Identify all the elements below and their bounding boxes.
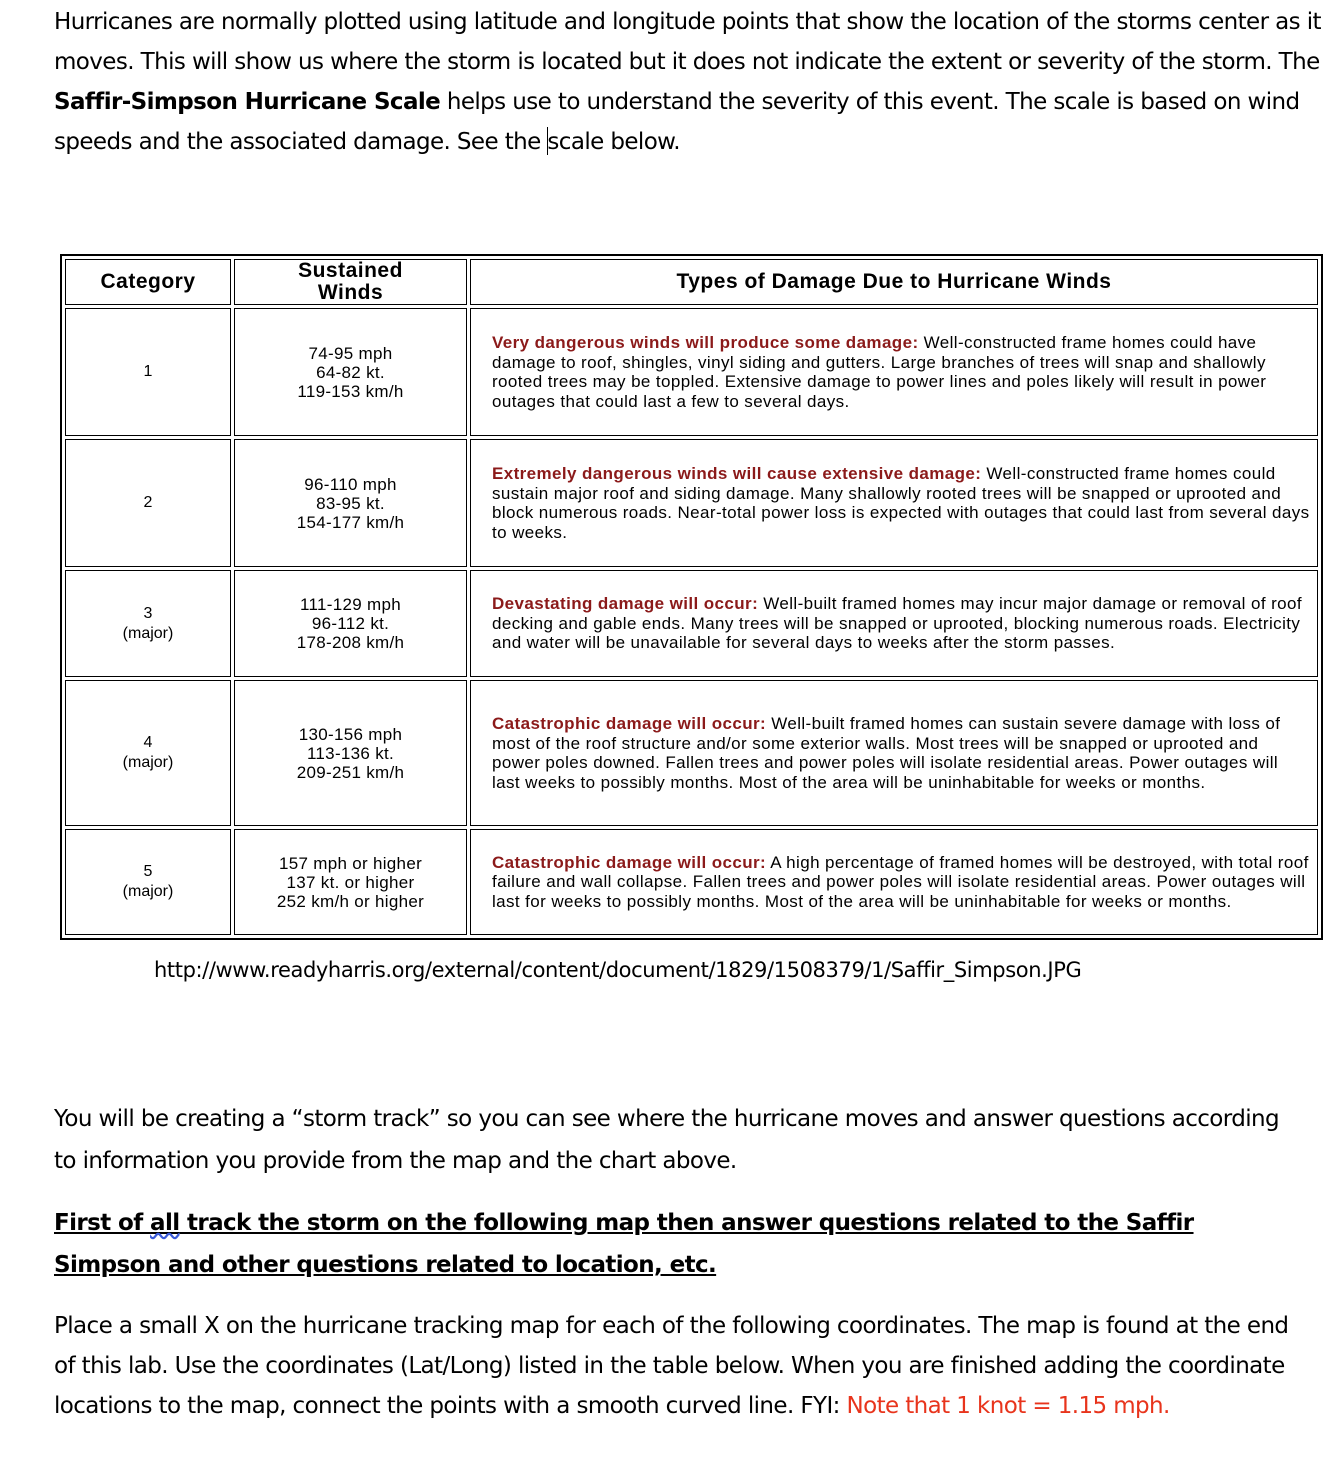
category-cell bbox=[65, 829, 231, 935]
category-number: 3 bbox=[143, 604, 153, 622]
category-cell bbox=[65, 570, 231, 677]
header-winds-line2: Winds bbox=[317, 281, 384, 304]
table-header-row bbox=[65, 259, 1318, 305]
winds-mph: 130-156 mph bbox=[298, 724, 403, 744]
first-instruction bbox=[54, 1202, 1294, 1286]
winds-cell bbox=[234, 829, 467, 935]
winds-cell bbox=[234, 680, 467, 826]
damage-text: A high percentage of framed homes will be destroyed, with total roof failure and wall collapse. Fallen trees and power poles will isolate residential areas. Power outages will last for weeks to possibly months. Most of the area will be uninhabitable for weeks or months. bbox=[492, 852, 1309, 911]
damage-lead: Catastrophic damage will occur: bbox=[492, 852, 767, 872]
winds-kmh: 209-251 km/h bbox=[296, 762, 405, 782]
header-winds-line1: Sustained bbox=[298, 259, 403, 282]
intro-paragraph bbox=[54, 2, 1330, 162]
category-cell bbox=[65, 439, 231, 567]
category-major: (major) bbox=[122, 883, 174, 900]
first-instruction-3: track the storm on the following map then answer questions related to the Saffir Simpson and other questions related to location, etc. bbox=[54, 1210, 1194, 1278]
intro-text-2: helps use to understand the severity of this event. The scale is based on wind speeds and the associated damage. See the bbox=[54, 89, 1300, 155]
winds-cell bbox=[234, 570, 467, 677]
damage-lead: Catastrophic damage will occur: bbox=[492, 714, 767, 733]
damage-lead: Very dangerous winds will produce some damage: bbox=[492, 333, 919, 352]
winds-mph: 111-129 mph bbox=[300, 595, 401, 614]
header-sustained-winds bbox=[234, 259, 467, 305]
place-x-paragraph bbox=[54, 1306, 1314, 1426]
category-number: 2 bbox=[143, 494, 153, 511]
damage-text: Well-built framed homes may incur major damage or removal of roof decking and gable ends. Many trees will be snapped or uprooted, blocking numerous roads. Electricity and water will be unavailable for several days to weeks after the storm passes. bbox=[492, 594, 1302, 653]
damage-cell bbox=[470, 570, 1318, 677]
winds-kt: 113-136 kt. bbox=[306, 743, 395, 763]
winds-mph: 157 mph or higher bbox=[278, 853, 423, 873]
winds-mph: 74-95 mph bbox=[308, 343, 393, 363]
damage-cell bbox=[470, 439, 1318, 567]
knot-note: Note that 1 knot = 1.15 mph. bbox=[846, 1393, 1170, 1419]
place-text: Place a small X on the hurricane tracking map for each of the following coordinates. The map is found at the end of this lab. Use the coordinates (Lat/Long) listed in the table below. When you are finished adding the coordinate locations to the map, connect the points with a smooth curved line. FYI: bbox=[54, 1313, 1289, 1419]
winds-kt: 96-112 kt. bbox=[311, 614, 390, 633]
intro-text-3: scale below. bbox=[547, 129, 680, 155]
winds-kmh: 154-177 km/h bbox=[296, 512, 405, 532]
table-row bbox=[65, 829, 1318, 935]
winds-kt: 64-82 kt. bbox=[316, 362, 385, 382]
damage-cell bbox=[470, 829, 1318, 935]
header-category: Category bbox=[65, 259, 231, 305]
damage-text: Well-constructed frame homes could sustain major roof and siding damage. Many shallowly rooted trees will be snapped or uprooted and block numerous roads. Near-total power loss is expected with outages that could last from several days to weeks. bbox=[492, 464, 1310, 542]
winds-cell bbox=[234, 439, 467, 567]
category-cell bbox=[65, 680, 231, 826]
intro-text-1: Hurricanes are normally plotted using latitude and longitude points that show the location of the storms center as it moves. This will show us where the storm is located but it does not indicate the extent or severity of the storm. The bbox=[54, 9, 1321, 75]
saffir-simpson-table bbox=[60, 254, 1323, 940]
winds-kt: 137 kt. or higher bbox=[286, 872, 415, 892]
category-major: (major) bbox=[122, 754, 174, 771]
damage-cell bbox=[470, 308, 1318, 436]
winds-kmh: 178-208 km/h bbox=[296, 633, 405, 652]
table-row bbox=[65, 308, 1318, 436]
source-url: http://www.readyharris.org/external/content/document/1829/1508379/1/Saffir_Simpson.JPG bbox=[154, 958, 1082, 982]
first-instruction-all: all bbox=[150, 1210, 180, 1236]
table-row bbox=[65, 439, 1318, 567]
storm-track-paragraph: You will be creating a “storm track” so you can see where the hurricane moves and answer questions according to information you provide from the map and the chart above. bbox=[54, 1106, 1279, 1174]
category-number: 5 bbox=[143, 863, 153, 880]
damage-cell bbox=[470, 680, 1318, 826]
category-number: 4 bbox=[143, 734, 153, 751]
scale-name: Saffir-Simpson Hurricane Scale bbox=[54, 89, 441, 115]
winds-kmh: 252 km/h or higher bbox=[276, 891, 425, 911]
winds-mph: 96-110 mph bbox=[304, 474, 397, 494]
header-damage: Types of Damage Due to Hurricane Winds bbox=[470, 259, 1318, 305]
winds-kmh: 119-153 km/h bbox=[297, 381, 404, 401]
category-number: 1 bbox=[143, 363, 153, 380]
damage-lead: Devastating damage will occur: bbox=[492, 594, 759, 614]
category-major: (major) bbox=[122, 624, 174, 642]
winds-cell bbox=[234, 308, 467, 436]
first-instruction-1: First of bbox=[54, 1210, 151, 1236]
damage-lead: Extremely dangerous winds will cause extensive damage: bbox=[492, 464, 982, 483]
table-row bbox=[65, 570, 1318, 677]
category-cell bbox=[65, 308, 231, 436]
winds-kt: 83-95 kt. bbox=[316, 493, 385, 513]
table-row bbox=[65, 680, 1318, 826]
damage-text: Well-built framed homes can sustain severe damage with loss of most of the roof structure and/or some exterior walls. Most trees will be snapped or uprooted and power poles downed. Fallen trees and power poles will isolate residential areas. Power outages will last weeks to possibly months. Most of the area will be uninhabitable for weeks or months. bbox=[492, 714, 1281, 792]
damage-text: Well-constructed frame homes could have damage to roof, shingles, vinyl siding and gutters. Large branches of trees will snap and shallowly rooted trees may be toppled. Extensive damage to power lines and poles likely will result in power outages that could last a few to several days. bbox=[492, 333, 1267, 411]
